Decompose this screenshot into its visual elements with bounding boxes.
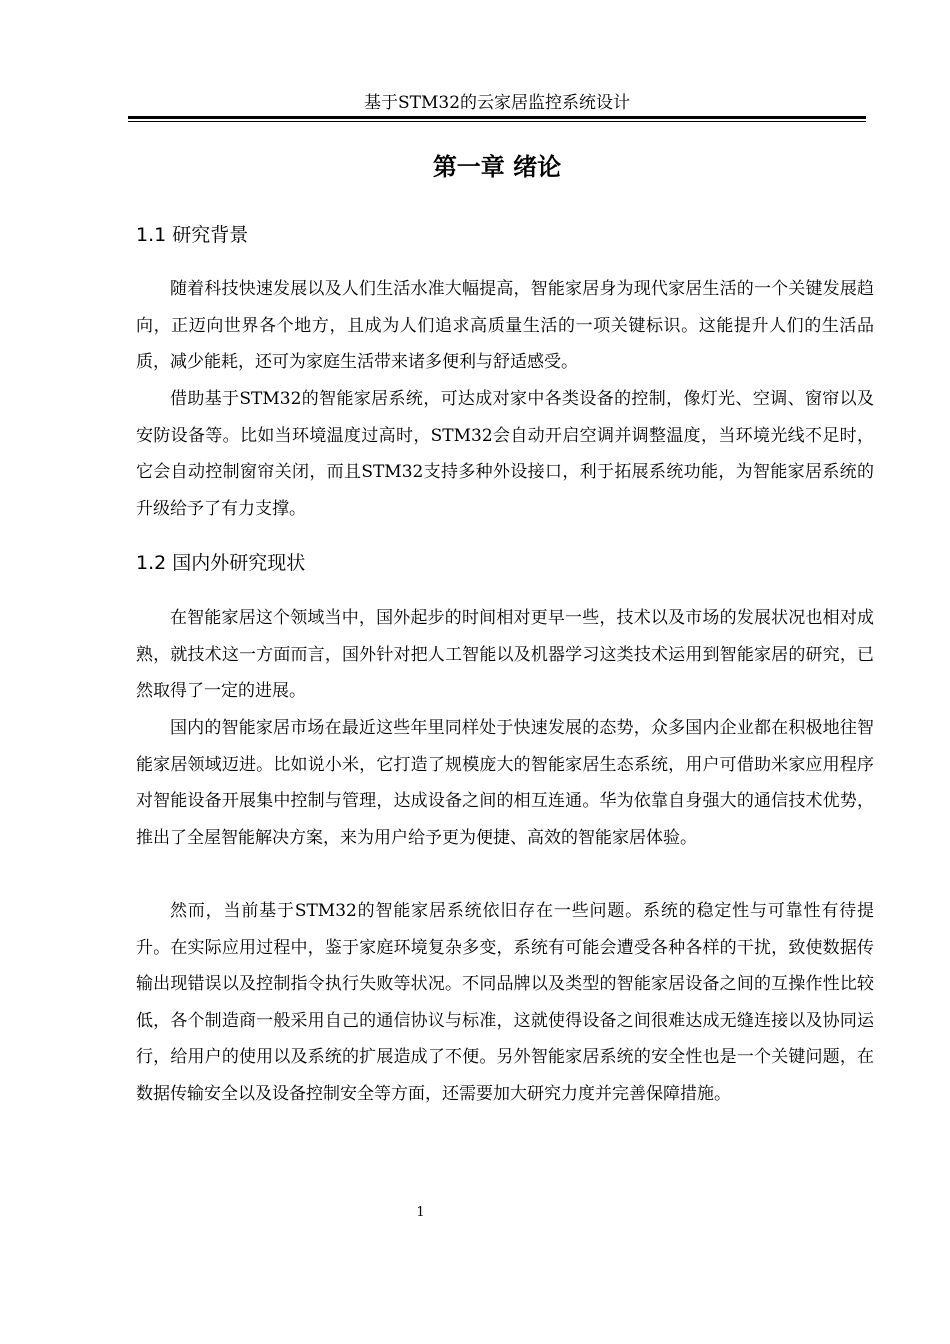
- chapter-title: 第一章 绪论: [432, 153, 562, 181]
- paragraph-background-1: 随着科技快速发展以及人们生活水准大幅提高，智能家居身为现代家居生活的一个关键发展趋向，正迈向世界各个地方，且成为人们追求高质量生活的一项关键标识。这能提升人们的生活品质，减少能耗，还可为家庭生活带来诸多便利与舒适感受。: [136, 279, 874, 372]
- page-header: [128, 92, 866, 124]
- page-number: 1: [416, 1205, 425, 1220]
- section-title-research-status: 1.2 国内外研究现状: [136, 552, 306, 574]
- header-rule-thin: [128, 121, 866, 122]
- paragraph-status-2: 国内的智能家居市场在最近这些年里同样处于快速发展的态势，众多国内企业都在积极地往智能家居领域迈进。比如说小米，它打造了规模庞大的智能家居生态系统，用户可借助米家应用程序对智能设备开展集中控制与管理，达成设备之间的相互连通。华为依靠自身强大的通信技术优势，推出了全屋智能解决方案，来为用户给予更为便捷、高效的智能家居体验。: [136, 718, 874, 848]
- header-rule-thick: [128, 116, 866, 119]
- header-title: 基于STM32的云家居监控系统设计: [363, 93, 631, 113]
- paragraph-status-3: 然而，当前基于STM32的智能家居系统依旧存在一些问题。系统的稳定性与可靠性有待提升。在实际应用过程中，鉴于家庭环境复杂多变，系统有可能会遭受各种各样的干扰，致使数据传输出现错误以及控制指令执行失败等状况。不同品牌以及类型的智能家居设备之间的互操作性比较低，各个制造商一般采用自己的通信协议与标准，这就使得设备之间很难达成无缝连接以及协同运行，给用户的使用以及系统的扩展造成了不便。另外智能家居系统的安全性也是一个关键问题，在数据传输安全以及设备控制安全等方面，还需要加大研究力度并完善保障措施。: [136, 901, 874, 1104]
- paragraph-status-1: 在智能家居这个领域当中，国外起步的时间相对更早一些，技术以及市场的发展状况也相对成熟，就技术这一方面而言，国外针对把人工智能以及机器学习这类技术运用到智能家居的研究，已然取得了一定的进展。: [136, 608, 874, 701]
- paragraph-background-2: 借助基于STM32的智能家居系统，可达成对家中各类设备的控制，像灯光、空调、窗帘以及安防设备等。比如当环境温度过高时，STM32会自动开启空调并调整温度，当环境光线不足时，它会自动控制窗帘关闭，而且STM32支持多种外设接口，利于拓展系统功能，为智能家居系统的升级给予了有力支撑。: [136, 389, 874, 519]
- section-title-research-background: 1.1 研究背景: [136, 224, 249, 246]
